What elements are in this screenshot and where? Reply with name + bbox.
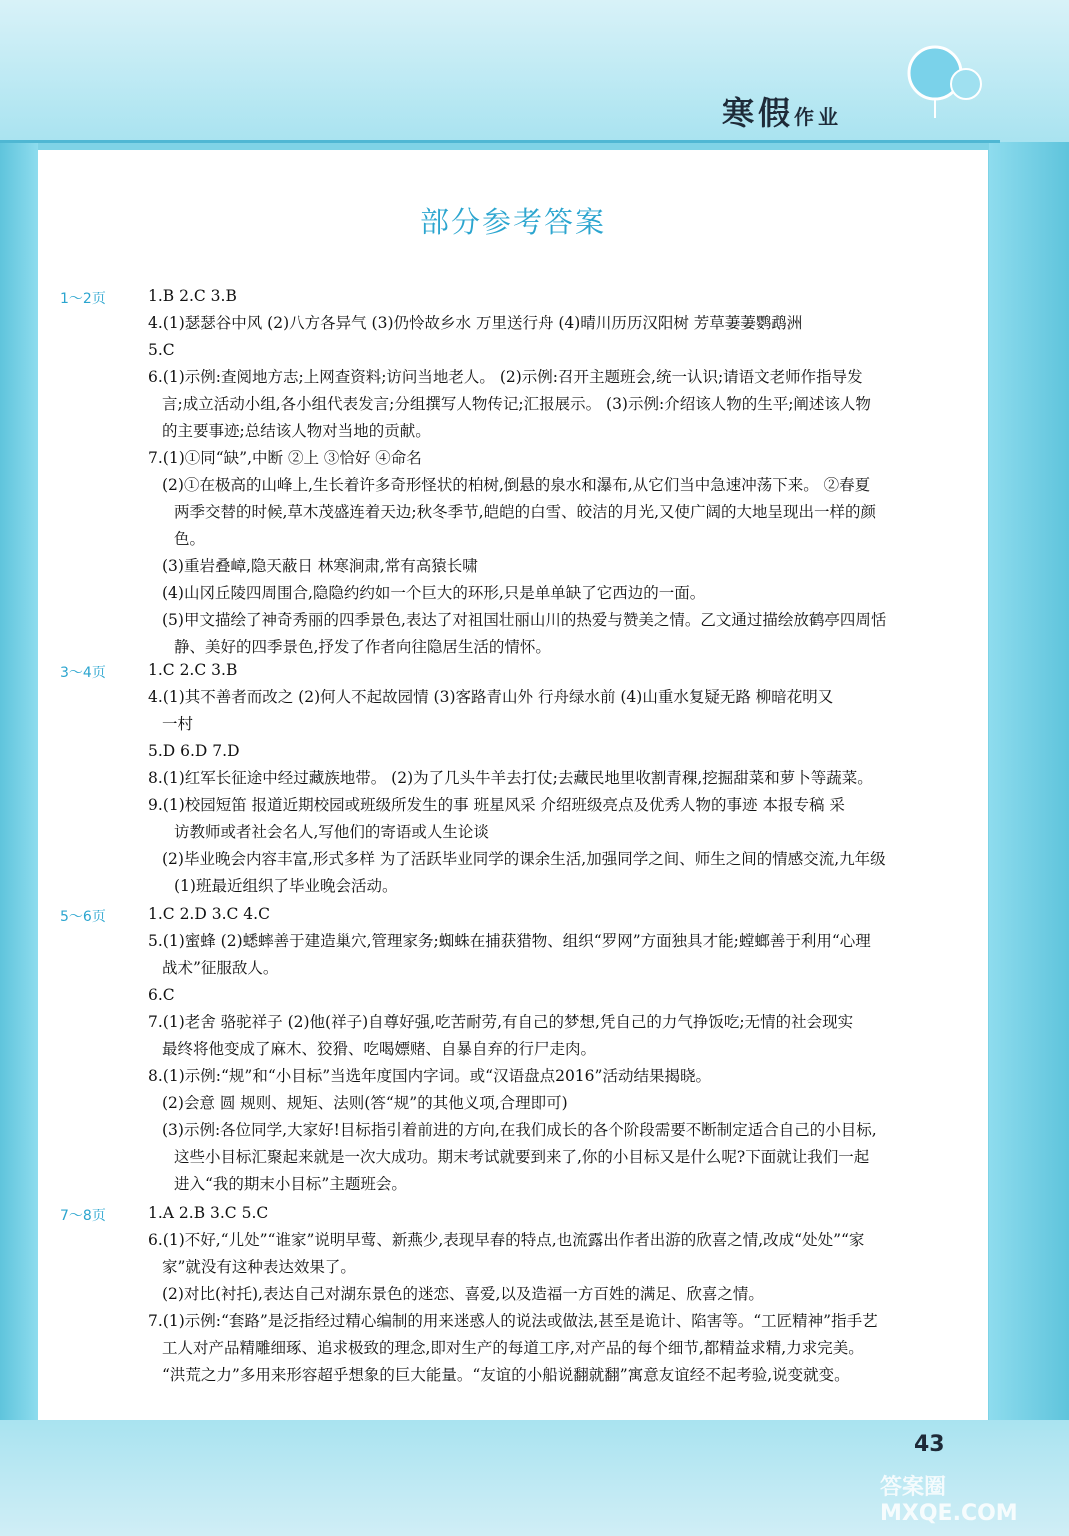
answer-line: 4.(1)瑟瑟谷中风 (2)八方各异气 (3)仍怜故乡水 万里送行舟 (4)晴川历历汉阳树 芳草萋萋鹦鹉洲 [148,314,803,332]
answer-line: 1.C 2.D 3.C 4.C [148,905,270,923]
answer-line: (3)示例:各位同学,大家好!目标指引着前进的方向,在我们成长的各个阶段需要不断制定适合自己的小目标, [162,1121,877,1139]
answer-line: (2)①在极高的山峰上,生长着许多奇形怪状的柏树,倒悬的泉水和瀑布,从它们当中急速冲荡下来。 ②春夏 [162,476,871,494]
watermark: 答案圈 MXQE.COM [880,1475,1018,1526]
answer-line: 6.(1)示例:查阅地方志;上网查资料;访问当地老人。 (2)示例:召开主题班会,统一认识;请语文老师作指导发 [148,368,863,386]
answer-line: 8.(1)红军长征途中经过藏族地带。 (2)为了几头牛羊去打仗;去藏民地里收割青稞,挖掘甜菜和萝卜等蔬菜。 [148,769,873,787]
answer-line: 1.C 2.C 3.B [148,661,238,679]
answer-line: 5.(1)蜜蜂 (2)蟋蟀善于建造巢穴,管理家务;蜘蛛在捕获猎物、组织“罗网”方面独具才能;螳螂善于利用“心理 [148,932,871,950]
page-number: 43 [914,1432,945,1457]
answer-line: 7.(1)老舍 骆驼祥子 (2)他(祥子)自尊好强,吃苦耐劳,有自己的梦想,凭自己的力气挣饭吃;无情的社会现实 [148,1013,854,1031]
answer-line: (3)重岩叠嶂,隐天蔽日 林寒涧肃,常有高猿长啸 [162,557,478,575]
answer-line: 5.C [148,341,175,359]
answer-line: (4)山冈丘陵四周围合,隐隐约约如一个巨大的环形,只是单单缺了它西边的一面。 [162,584,706,602]
answer-line: “洪荒之力”多用来形容超乎想象的巨大能量。“友谊的小船说翻就翻”寓意友谊经不起考验,说变就变。 [162,1366,850,1384]
answer-line: 的主要事迹;总结该人物对当地的贡献。 [162,422,431,440]
answer-line: (2)毕业晚会内容丰富,形式多样 为了活跃毕业同学的课余生活,加强同学之间、师生之间的情感交流,九年级 [162,850,886,868]
answer-line: 进入“我的期末小目标”主题班会。 [174,1175,407,1193]
page-range-label: 1～2页 [60,291,106,307]
brand-main: 寒假 [722,94,795,132]
answer-line: 7.(1)示例:“套路”是泛指经过精心编制的用来迷惑人的说法或做法,甚至是诡计、陷害等。“工匠精神”指手艺 [148,1312,878,1330]
page-range-label: 5～6页 [60,909,106,925]
answer-line: 最终将他变成了麻木、狡猾、吃喝嫖赌、自暴自弃的行尸走肉。 [162,1040,597,1058]
answer-line: 色。 [174,530,206,548]
answer-line: 7.(1)①同“缺”,中断 ②上 ③恰好 ④命名 [148,449,422,467]
answer-line: 工人对产品精雕细琢、追求极致的理念,即对生产的每道工序,对产品的每个细节,都精益求精,力求完美。 [162,1339,864,1357]
answer-line: 6.(1)不好,“儿处”“谁家”说明早莺、新燕少,表现早春的特点,也流露出作者出游的欣喜之情,改成“处处”“家 [148,1231,865,1249]
answer-line: 一村 [162,715,194,733]
answer-line: 家”就没有这种表达效果了。 [162,1258,356,1276]
answer-line: (1)班最近组织了毕业晚会活动。 [174,877,398,895]
answer-line: 4.(1)其不善者而改之 (2)何人不起故园情 (3)客路青山外 行舟绿水前 (4)山重水复疑无路 柳暗花明又 [148,688,834,706]
answer-line: 1.B 2.C 3.B [148,287,237,305]
answer-page [38,150,988,1420]
right-border [989,0,1069,1536]
answer-line: (5)甲文描绘了神奇秀丽的四季景色,表达了对祖国壮丽山川的热爱与赞美之情。乙文通过描绘放鹤亭四周恬 [162,611,887,629]
page-range-label: 3～4页 [60,665,106,681]
header-band [0,0,1069,142]
answer-line: 5.D 6.D 7.D [148,742,240,760]
answer-line: 这些小目标汇聚起来就是一次大成功。期末考试就要到来了,你的小目标又是什么呢?下面就让我们一起 [174,1148,870,1166]
answer-line: 战术”征服敌人。 [162,959,279,977]
brand-logo [722,88,842,134]
answer-line: (2)对比(衬托),表达自己对湖东景色的迷恋、喜爱,以及造福一方百姓的满足、欣喜之情。 [162,1285,764,1303]
answer-line: (2)会意 圆 规则、规矩、法则(答“规”的其他义项,合理即可) [162,1094,568,1112]
answer-line: 言;成立活动小组,各小组代表发言;分组撰写人物传记;汇报展示。 (3)示例:介绍该人物的生平;阐述该人物 [162,395,871,413]
answer-line: 访教师或者社会名人,写他们的寄语或人生论谈 [174,823,489,841]
left-border [0,0,38,1536]
answer-line: 6.C [148,986,175,1004]
answer-line: 1.A 2.B 3.C 5.C [148,1204,269,1222]
brand-small: 作业 [794,105,843,129]
balloon-icon [900,38,990,128]
header-divider [0,140,1000,143]
answer-line: 8.(1)示例:“规”和“小目标”当选年度国内字词。或“汉语盘点2016”活动结果揭晓。 [148,1067,711,1085]
answer-line: 静、美好的四季景色,抒发了作者向往隐居生活的情怀。 [174,638,551,656]
page-range-label: 7～8页 [60,1208,106,1224]
page-title: 部分参考答案 [419,205,606,239]
answer-line: 两季交替的时候,草木茂盛连着天边;秋冬季节,皑皑的白雪、皎洁的月光,又使广阔的大地呈现出一样的颜 [174,503,877,521]
answer-line: 9.(1)校园短笛 报道近期校园或班级所发生的事 班星风采 介绍班级亮点及优秀人物的事迹 本报专稿 采 [148,796,845,814]
